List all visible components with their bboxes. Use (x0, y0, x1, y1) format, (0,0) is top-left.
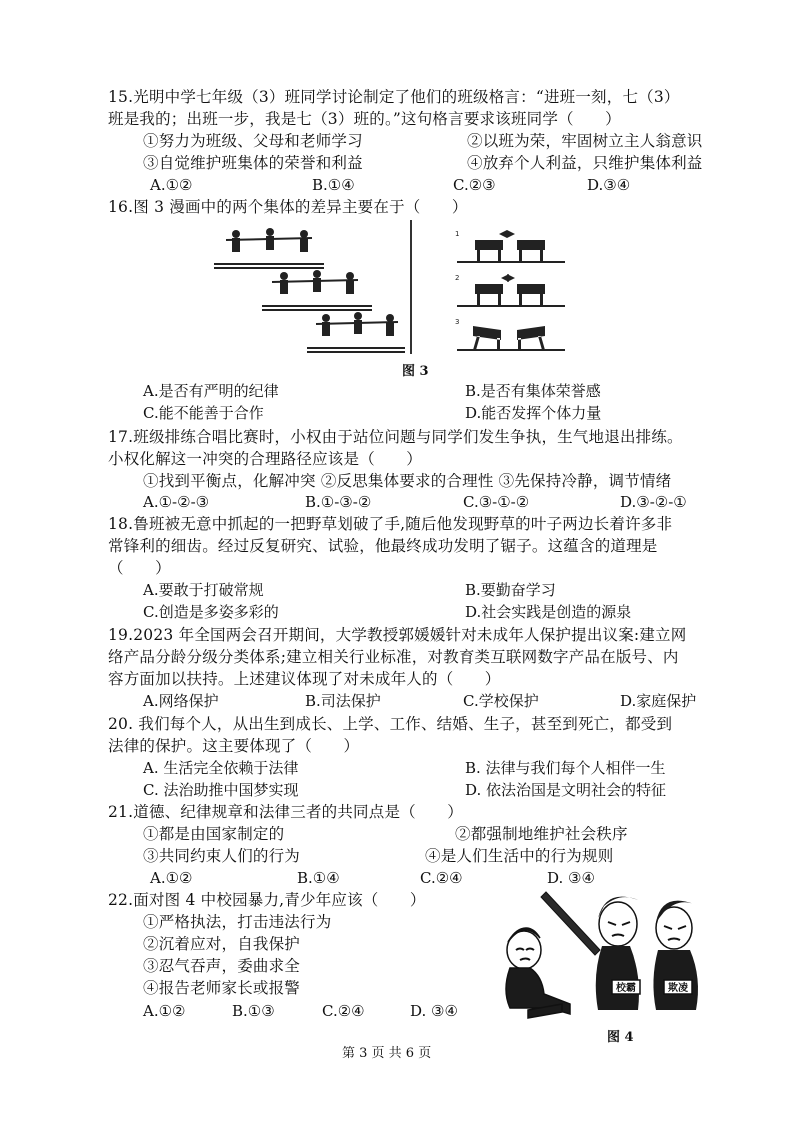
page-footer: 第 3 页 共 6 页 (342, 1046, 432, 1061)
q22-option-c: C.②④ (322, 1002, 365, 1020)
q21-option-a: A.①② (150, 869, 193, 887)
figure-4-caption: 图 4 (607, 1030, 634, 1045)
q22-statement-4: ④报告老师家长或报警 (143, 979, 301, 997)
q21-option-b: B.①④ (297, 869, 340, 887)
q20-stem-line1: 20. 我们每个人，从出生到成长、上学、工作、结婚、生子，甚至到死亡，都受到 (108, 715, 673, 733)
q18-option-c: C.创造是多姿多彩的 (143, 603, 279, 621)
q22-statement-1: ①严格执法，打击违法行为 (143, 913, 332, 931)
figure-4-bullying-cartoon (498, 888, 710, 1020)
q17-steps: ①找到平衡点，化解冲突 ②反思集体要求的合理性 ③先保持冷静，调节情绪 (143, 472, 672, 490)
q21-statement-4: ④是人们生活中的行为规则 (425, 847, 614, 865)
q15-stem-line1: 15.光明中学七年级（3）班同学讨论制定了他们的班级格言：“进班一刻，七（3） (108, 88, 680, 106)
q15-option-c: C.②③ (453, 176, 496, 194)
q19-option-d: D.家庭保护 (620, 692, 697, 710)
figure-3-right-cartoon (455, 226, 567, 354)
q19-stem-line3: 容方面加以扶持。上述建议体现了对未成年人的（ ） (108, 670, 501, 688)
q15-stem-line2: 班是我的；出班一步，我是七（3）班的。”这句格言要求该班同学（ ） (108, 110, 621, 128)
svg-text:3: 3 (455, 318, 460, 326)
q22-option-a: A.①② (143, 1002, 186, 1020)
q15-statement-1: ①努力为班级、父母和老师学习 (143, 132, 363, 150)
q18-stem-line1: 18.鲁班被无意中抓起的一把野草划破了手,随后他发现野草的叶子两边长着许多非 (108, 515, 673, 533)
q21-stem: 21.道德、纪律规章和法律三者的共同点是（ ） (108, 803, 463, 821)
q19-stem-line2: 络产品分龄分级分类体系;建立相关行业标准，对教育类互联网数字产品在版号、内 (108, 648, 679, 666)
q15-statement-3: ③自觉维护班集体的荣誉和利益 (143, 154, 363, 172)
q17-option-d: D.③-②-① (620, 493, 687, 511)
q17-stem-line1: 17.班级排练合唱比赛时，小权由于站位问题与同学们发生争执，生气地退出排练。 (108, 428, 683, 446)
q22-option-d: D. ③④ (410, 1002, 458, 1020)
q20-option-c: C. 法治助推中国梦实现 (143, 781, 299, 799)
q18-option-b: B.要勤奋学习 (465, 581, 556, 599)
q18-stem-line3: （ ） (108, 559, 171, 577)
figure-3-caption: 图 3 (402, 364, 429, 379)
q16-option-a: A.是否有严明的纪律 (143, 382, 279, 400)
q16-option-d: D.能否发挥个体力量 (465, 404, 602, 422)
q17-option-c: C.③-①-② (463, 493, 530, 511)
q18-option-d: D.社会实践是创造的源泉 (465, 603, 632, 621)
q21-statement-1: ①都是由国家制定的 (143, 825, 285, 843)
q17-option-a: A.①-②-③ (143, 493, 210, 511)
q15-statement-2: ②以班为荣，牢固树立主人翁意识 (467, 132, 703, 150)
q17-option-b: B.①-③-② (305, 493, 372, 511)
q19-option-c: C.学校保护 (463, 692, 539, 710)
q20-option-a: A. 生活完全依赖于法律 (143, 759, 299, 777)
q20-option-b: B. 法律与我们每个人相伴一生 (465, 759, 666, 777)
q19-option-a: A.网络保护 (143, 692, 219, 710)
q19-stem-line1: 19.2023 年全国两会召开期间，大学教授郭媛媛针对未成年人保护提出议案:建立网 (108, 626, 687, 644)
q16-option-c: C.能不能善于合作 (143, 404, 264, 422)
q21-option-c: C.②④ (420, 869, 463, 887)
q22-statement-3: ③忍气吞声，委曲求全 (143, 957, 301, 975)
q17-stem-line2: 小权化解这一冲突的合理路径应该是（ ） (108, 450, 423, 468)
q15-option-b: B.①④ (312, 176, 355, 194)
q21-statement-2: ②都强制地维护社会秩序 (455, 825, 628, 843)
q15-option-a: A.①② (150, 176, 193, 194)
q21-statement-3: ③共同约束人们的行为 (143, 847, 301, 865)
figure-3-left-cartoon (212, 222, 407, 354)
q22-stem: 22.面对图 4 中校园暴力,青少年应该（ ） (108, 891, 426, 909)
q20-stem-line2: 法律的保护。这主要体现了（ ） (108, 737, 360, 755)
figure-3-divider (410, 220, 412, 354)
q22-statement-2: ②沉着应对，自我保护 (143, 935, 301, 953)
q15-statement-4: ④放弃个人利益，只维护集体利益 (467, 154, 703, 172)
q20-option-d: D. 依法治国是文明社会的特征 (465, 781, 667, 799)
q22-option-b: B.①③ (232, 1002, 275, 1020)
q21-option-d: D. ③④ (547, 869, 595, 887)
svg-text:1: 1 (455, 230, 460, 238)
q16-option-b: B.是否有集体荣誉感 (465, 382, 601, 400)
svg-text:2: 2 (455, 274, 460, 282)
figure-4-badge-2: 欺凌 (668, 983, 688, 994)
q15-option-d: D.③④ (587, 176, 631, 194)
q19-option-b: B.司法保护 (305, 692, 381, 710)
figure-4-badge-1: 校霸 (616, 983, 636, 994)
q18-option-a: A.要敢于打破常规 (143, 581, 264, 599)
q18-stem-line2: 常锋利的细齿。经过反复研究、试验，他最终成功发明了锯子。这蕴含的道理是 (108, 537, 658, 555)
q16-stem: 16.图 3 漫画中的两个集体的差异主要在于（ ） (108, 198, 468, 216)
